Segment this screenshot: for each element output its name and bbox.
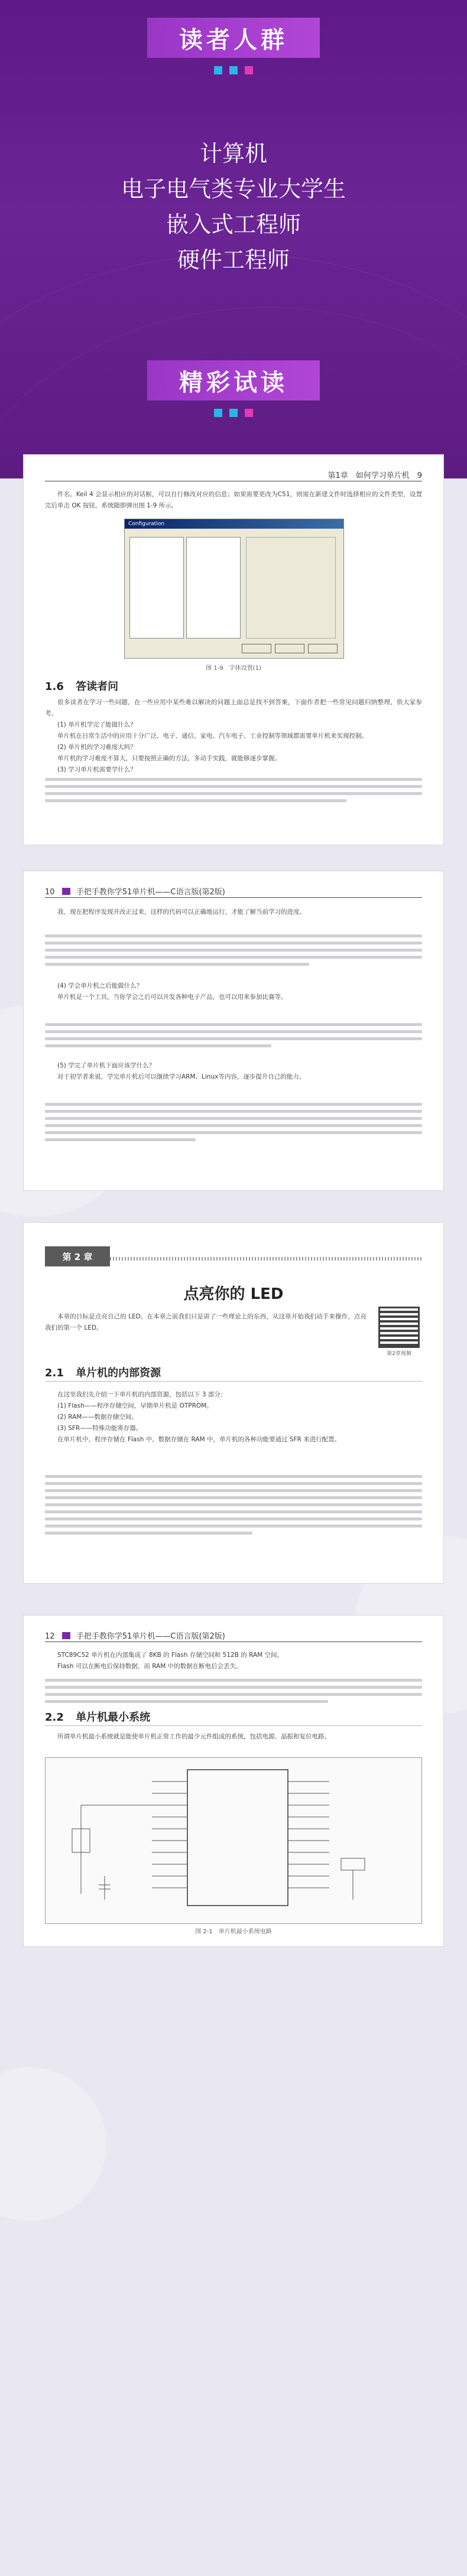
section-underline bbox=[45, 1725, 422, 1726]
dialog-button bbox=[242, 644, 271, 653]
paragraph: 单片机是一个工具，当你学会之后可以开发各种电子产品，也可以用来参加比赛等。 bbox=[57, 994, 287, 1001]
intro-paragraph bbox=[45, 1311, 367, 1334]
paragraph: 很多读者在学习一些问题，在一些应用中某些难以解决的问题上面总是找不到答案，下面作者把一些常见问题归纳整理，供大家参考。 bbox=[45, 699, 422, 717]
page-header bbox=[45, 1629, 422, 1642]
paragraph: 单片机的学习难度不算大，只要按照正确的方法，多动手实践，就能够逐步掌握。 bbox=[57, 755, 281, 762]
page-header bbox=[45, 468, 422, 481]
dialog-panel bbox=[246, 537, 336, 639]
dialog-list bbox=[129, 537, 184, 639]
text-lines bbox=[45, 1675, 422, 1707]
section-title bbox=[45, 1364, 161, 1380]
paragraph: 我，现在把程序发现并改正过来，这样的代码可以正确地运行，才能了解当前学习的进度。 bbox=[57, 908, 306, 916]
paragraph: (2) RAM——数据存储空间。 bbox=[57, 1414, 138, 1421]
preview-banner-title: 精彩试读 bbox=[179, 369, 288, 396]
decorative-dots bbox=[214, 409, 253, 417]
paragraph: Flash 可以在断电后保持数据，而 RAM 中的数据在断电后会丢失。 bbox=[57, 1663, 242, 1670]
page-number: 10 bbox=[45, 888, 55, 897]
paragraph: (5) 学完了单片机下面应该学什么？ bbox=[57, 1062, 155, 1069]
body-text bbox=[45, 1731, 422, 1743]
qr-caption: 第2章视频 bbox=[387, 1351, 411, 1357]
paragraph: (1) 单片机学完了能做什么？ bbox=[57, 721, 137, 728]
paragraph: STC89C52 单片机在内部集成了 8KB 的 Flash 存储空间和 512B 的 RAM 空间。 bbox=[57, 1652, 284, 1659]
sample-page-4 bbox=[24, 1616, 443, 1946]
book-icon bbox=[62, 888, 70, 895]
chapter-title: 点亮你的 LED bbox=[183, 1285, 284, 1303]
chapter-divider bbox=[110, 1257, 422, 1261]
schematic-figure bbox=[45, 1757, 422, 1924]
figure-caption: 图 2-1 单片机最小系统电路 bbox=[195, 1929, 272, 1935]
hero-section bbox=[0, 0, 467, 478]
paragraph: 对于初学者来说，学完单片机后可以继续学习ARM、Linux等内容，逐步提升自己的能力。 bbox=[57, 1073, 306, 1080]
text-lines bbox=[45, 1471, 422, 1539]
dialog-buttons bbox=[242, 644, 338, 653]
paragraph: (4) 学会单片机之后能做什么？ bbox=[57, 982, 143, 989]
section-name: 答读者问 bbox=[76, 680, 119, 693]
sample-page-2 bbox=[24, 871, 443, 1190]
chapter-label: 第 2 章 bbox=[45, 1246, 110, 1266]
section-title bbox=[45, 678, 118, 693]
page-header-left bbox=[45, 885, 225, 897]
audience-item: 硬件工程师 bbox=[177, 247, 290, 273]
magenta-dot bbox=[245, 409, 253, 417]
page-header-right: 第1章 如何学习单片机 9 bbox=[327, 471, 422, 480]
preview-banner bbox=[147, 360, 320, 400]
decorative-dots bbox=[214, 66, 253, 74]
section-number: 2.2 bbox=[45, 1711, 64, 1724]
page-number: 12 bbox=[45, 1632, 55, 1641]
circuit-diagram bbox=[46, 1758, 421, 1922]
body-text bbox=[45, 1650, 422, 1672]
dialog-list bbox=[186, 537, 241, 639]
body-text bbox=[45, 907, 422, 918]
sample-page-1 bbox=[24, 455, 443, 845]
book-icon bbox=[62, 1632, 70, 1639]
paragraph: 所谓单片机最小系统就是能使单片机正常工作的最少元件组成的系统，包括电源、晶振和复位电路。 bbox=[57, 1733, 330, 1740]
body-text bbox=[45, 981, 422, 1003]
intro-text: 本章的目标是点亮自己的 LED。在本章之前我们只是讲了一些理论上的东西，从这章开始我们动手来操作，点亮我们的第一个 LED。 bbox=[45, 1313, 367, 1331]
paragraph: (1) Flash——程序存储空间，早期单片机是 OTPROM。 bbox=[57, 1402, 213, 1409]
figure-caption: 图 1-9 字体设置(1) bbox=[206, 665, 261, 672]
section-number: 2.1 bbox=[45, 1367, 64, 1379]
paragraph: (3) 学习单片机需要学什么？ bbox=[57, 766, 137, 773]
intro-text: 件名。Keil 4 会显示相应的对话框，可以自行修改对应的信息；如果需要更改为C51，则需在新建文件时选择相应的文件类型，设置完后单击 OK 按钮，系统随即弹出图 1-9 所示。 bbox=[45, 491, 422, 509]
audience-item: 计算机 bbox=[199, 141, 267, 167]
text-lines bbox=[45, 1099, 422, 1145]
body-text bbox=[45, 697, 422, 776]
audience-item: 电子电气类专业大学生 bbox=[121, 176, 346, 202]
blue-dot bbox=[214, 66, 222, 74]
intro-paragraph bbox=[45, 489, 422, 512]
section-name: 单片机最小系统 bbox=[76, 1711, 151, 1724]
text-lines bbox=[45, 1019, 422, 1051]
dialog-button bbox=[308, 644, 338, 653]
text-lines bbox=[45, 930, 422, 970]
audience-banner bbox=[147, 18, 320, 58]
paragraph: 在单片机中，程序存储在 Flash 中，数据存储在 RAM 中，单片机的各种功能要通过 SFR 来进行配置。 bbox=[57, 1436, 341, 1443]
paragraph: 在这里我们先介绍一下单片机的内部资源，包括以下 3 部分： bbox=[57, 1391, 227, 1398]
paragraph: (3) SFR——特殊功能寄存器。 bbox=[57, 1425, 142, 1432]
section-title bbox=[45, 1709, 150, 1724]
audience-item: 嵌入式工程师 bbox=[166, 211, 301, 237]
page-header-left bbox=[45, 1630, 225, 1641]
dialog-title: Configuration bbox=[125, 519, 343, 529]
dialog-button bbox=[275, 644, 304, 653]
qr-code-icon bbox=[378, 1307, 420, 1348]
paragraph: 单片机在日常生活中的应用十分广泛，电子、通信、家电、汽车电子、工业控制等领域都需要单片机来实现控制。 bbox=[57, 732, 368, 740]
blue-dot bbox=[229, 66, 238, 74]
paragraph: (2) 单片机的学习难度大吗？ bbox=[57, 744, 137, 751]
blue-dot bbox=[214, 409, 222, 417]
blue-dot bbox=[229, 409, 238, 417]
page-header bbox=[45, 884, 422, 898]
body-text bbox=[45, 1389, 422, 1445]
section-name: 单片机的内部资源 bbox=[76, 1367, 161, 1379]
body-text bbox=[45, 1060, 422, 1083]
sample-page-3 bbox=[24, 1223, 443, 1583]
config-dialog-screenshot bbox=[124, 519, 344, 659]
decorative-disc bbox=[0, 2067, 106, 2221]
magenta-dot bbox=[245, 66, 253, 74]
section-number: 1.6 bbox=[45, 680, 64, 693]
book-title: 手把手教你学51单片机——C语言版(第2版) bbox=[76, 1632, 225, 1641]
text-lines bbox=[45, 774, 422, 806]
book-title: 手把手教你学51单片机——C语言版(第2版) bbox=[76, 888, 225, 897]
section-underline bbox=[45, 1381, 422, 1382]
audience-banner-title: 读者人群 bbox=[179, 26, 288, 54]
